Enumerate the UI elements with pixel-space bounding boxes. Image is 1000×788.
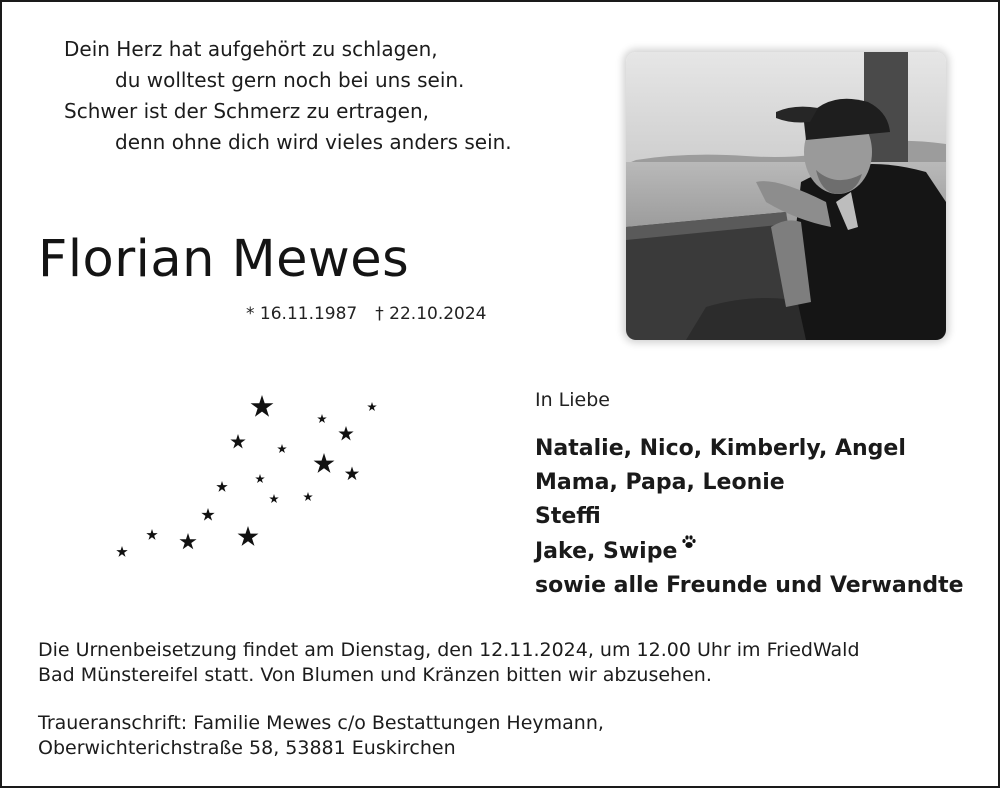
paw-icon [681, 534, 697, 550]
mourner-line: Steffi [535, 504, 601, 529]
address-line: Oberwichterichstraße 58, 53881 Euskirchen [38, 737, 456, 759]
ceremony-notice [38, 638, 860, 688]
mourning-address [38, 711, 604, 761]
poem-line: denn ohne dich wird vieles anders sein. [115, 130, 512, 154]
mourners-list [535, 432, 964, 603]
memorial-poem [64, 34, 512, 158]
mourner-line-text: Jake, Swipe [535, 539, 678, 564]
star-cluster-icon [112, 387, 382, 562]
birth-date: * 16.11.1987 [246, 304, 358, 324]
poem-line: Schwer ist der Schmerz zu ertragen, [64, 99, 430, 123]
portrait-photo [626, 52, 946, 340]
mourners-intro: In Liebe [535, 389, 610, 411]
poem-line: Dein Herz hat aufgehört zu schlagen, [64, 37, 438, 61]
mourner-line: Natalie, Nico, Kimberly, Angel [535, 436, 906, 461]
mourner-line: Mama, Papa, Leonie [535, 470, 785, 495]
life-dates [246, 304, 487, 324]
death-date: † 22.10.2024 [375, 304, 487, 324]
ceremony-line: Die Urnenbeisetzung findet am Dienstag, den 12.11.2024, um 12.00 Uhr im FriedWald [38, 639, 860, 661]
deceased-name: Florian Mewes [38, 230, 410, 289]
mourner-line-pets [535, 534, 964, 569]
ceremony-line: Bad Münstereifel statt. Von Blumen und Kränzen bitten wir abzusehen. [38, 664, 712, 686]
mourner-line: sowie alle Freunde und Verwandte [535, 573, 964, 598]
address-line: Traueranschrift: Familie Mewes c/o Bestattungen Heymann, [38, 712, 604, 734]
poem-line: du wolltest gern noch bei uns sein. [115, 68, 465, 92]
